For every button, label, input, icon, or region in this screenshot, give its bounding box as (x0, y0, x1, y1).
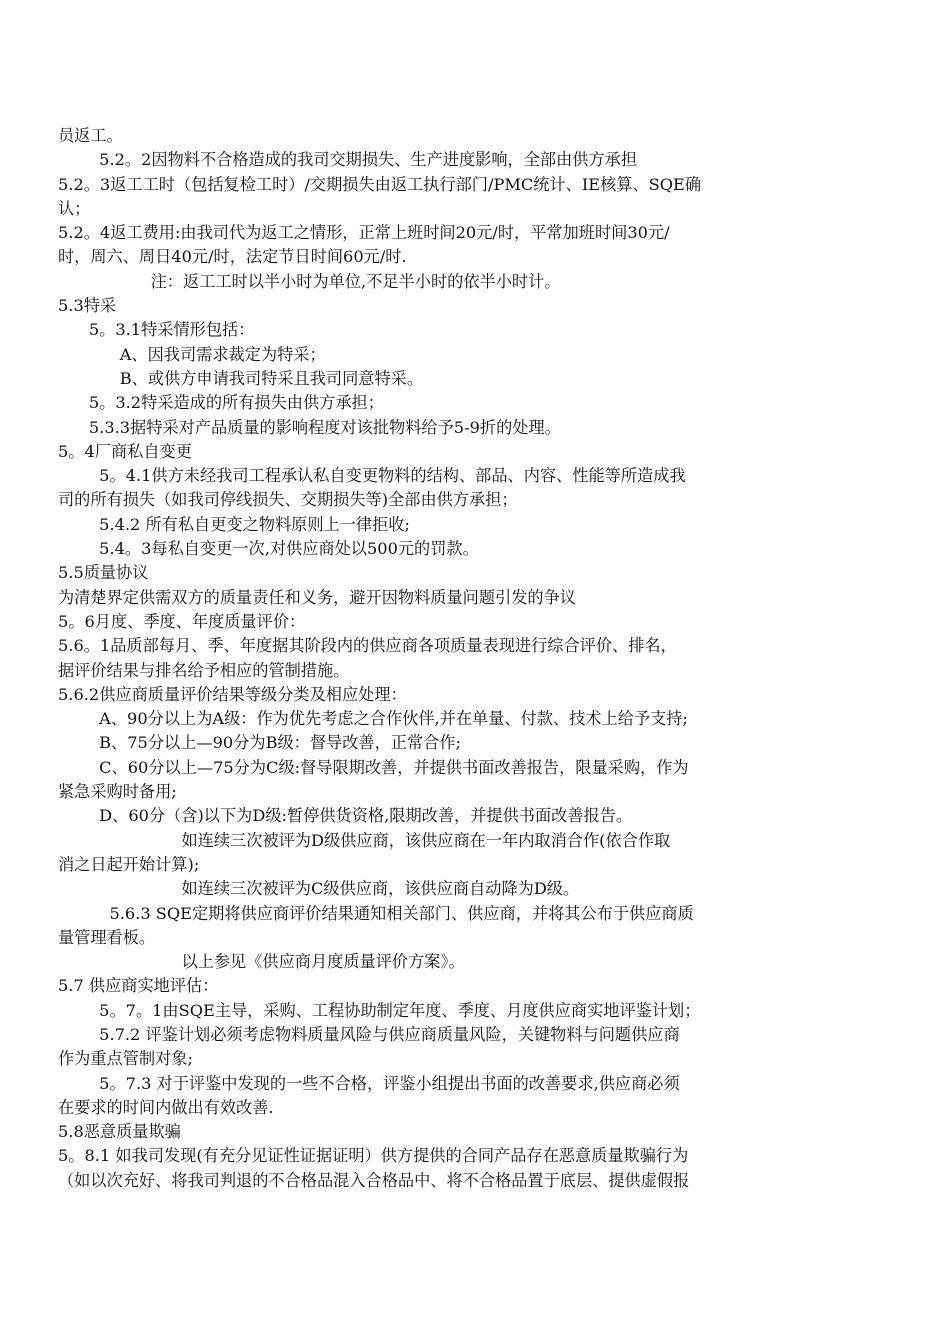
text-line: 作为重点管制对象; (58, 1049, 193, 1069)
text-line: 5。4.1供方未经我司工程承认私自变更物料的结构、部品、内容、性能等所造成我 (58, 466, 686, 486)
section-heading: 5.5质量协议 (58, 563, 149, 583)
text-line: 5。8.1 如我司发现(有充分见证性证据证明）供方提供的合同产品存在恶意质量欺骗行为 (58, 1146, 689, 1166)
text-line: A、90分以上为A级：作为优先考虑之合作伙伴,并在单量、付款、技术上给予支持; (58, 709, 688, 729)
text-line: 5。3.1特采情形包括： (58, 320, 255, 340)
text-line: 紧急采购时备用; (58, 782, 177, 802)
text-line: 5.6。1品质部每月、季、年度据其阶段内的供应商各项质量表现进行综合评价、排名， (58, 636, 677, 656)
section-heading: 5.3特采 (58, 296, 117, 316)
text-line: 司的所有损失（如我司停线损失、交期损失等)全部由供方承担； (58, 490, 518, 510)
text-line: 5.4。3每私自变更一次,对供应商处以500元的罚款。 (58, 539, 479, 559)
text-line: A、因我司需求裁定为特采； (58, 344, 326, 364)
text-line: 在要求的时间内做出有效改善. (58, 1097, 274, 1117)
section-heading: 5。6月度、季度、年度质量评价： (58, 611, 306, 631)
text-line: 消之日起开始计算); (58, 854, 200, 874)
text-line: 5.6.2供应商质量评价结果等级分类及相应处理： (58, 684, 407, 704)
document-page (58, 124, 808, 1193)
section-heading: 5.7 供应商实地评估： (58, 976, 219, 996)
text-line: 5.7.2 评鉴计划必须考虑物料质量风险与供应商质量风险，关键物料与问题供应商 (58, 1024, 680, 1044)
text-line: 以上参见《供应商月度质量评价方案》。 (58, 952, 465, 972)
text-line: 如连续三次被评为D级供应商，该供应商在一年内取消合作(依合作取 (58, 830, 671, 850)
text-line: D、60分（含)以下为D级:暂停供货资格,限期改善，并提供书面改善报告。 (58, 806, 633, 826)
text-line: 5.2。2因物料不合格造成的我司交期损失、生产进度影响，全部由供方承担 (58, 150, 638, 170)
text-line: 5。7。1由SQE主导，采购、工程协助制定年度、季度、月度供应商实地评鉴计划； (58, 1000, 701, 1020)
text-line: 5.2。3返工工时（包括复检工时）/交期损失由返工执行部门/PMC统计、IE核算、SQE确 (58, 174, 702, 194)
text-line: C、60分以上—75分为C级:督导限期改善，并提供书面改善报告，限量采购，作为 (58, 757, 689, 777)
section-heading: 5。4厂商私自变更 (58, 441, 192, 461)
text-line: 如连续三次被评为C级供应商，该供应商自动降为D级。 (58, 879, 580, 899)
section-heading: 5.8恶意质量欺骗 (58, 1122, 181, 1142)
text-line: 为清楚界定供需双方的质量责任和义务，避开因物料质量问题引发的争议 (58, 587, 576, 607)
text-line: （如以次充好、将我司判退的不合格品混入合格品中、将不合格品置于底层、提供虚假报 (58, 1170, 690, 1190)
text-line: 5.4.2 所有私自更变之物料原则上一律拒收; (58, 514, 410, 534)
text-line: B、75分以上—90分为B级：督导改善，正常合作; (58, 733, 461, 753)
text-line: 时，周六、周日40元/时，法定节日时间60元/时. (58, 247, 407, 267)
text-line: 注：返工工时以半小时为单位,不足半小时的依半小时计。 (58, 271, 561, 291)
text-line: 5.3.3据特采对产品质量的影响程度对该批物料给予5-9折的处理。 (58, 417, 561, 437)
text-line: 5。7.3 对于评鉴中发现的一些不合格，评鉴小组提出书面的改善要求,供应商必须 (58, 1073, 680, 1093)
text-line: 员返工。 (58, 126, 123, 145)
text-line: 5.6.3 SQE定期将供应商评价结果通知相关部门、供应商，并将其公布于供应商质 (58, 903, 694, 923)
text-line: 5.2。4返工费用:由我司代为返工之情形，正常上班时间20元/时，平常加班时间30元/ (58, 223, 670, 243)
text-line: 量管理看板。 (58, 927, 156, 947)
text-line: 据评价结果与排名给予相应的管制措施。 (58, 660, 350, 680)
text-line: 5。3.2特采造成的所有损失由供方承担； (58, 393, 384, 413)
text-line: 认； (58, 198, 91, 218)
text-line: B、或供方申请我司特采且我司同意特采。 (58, 368, 424, 388)
